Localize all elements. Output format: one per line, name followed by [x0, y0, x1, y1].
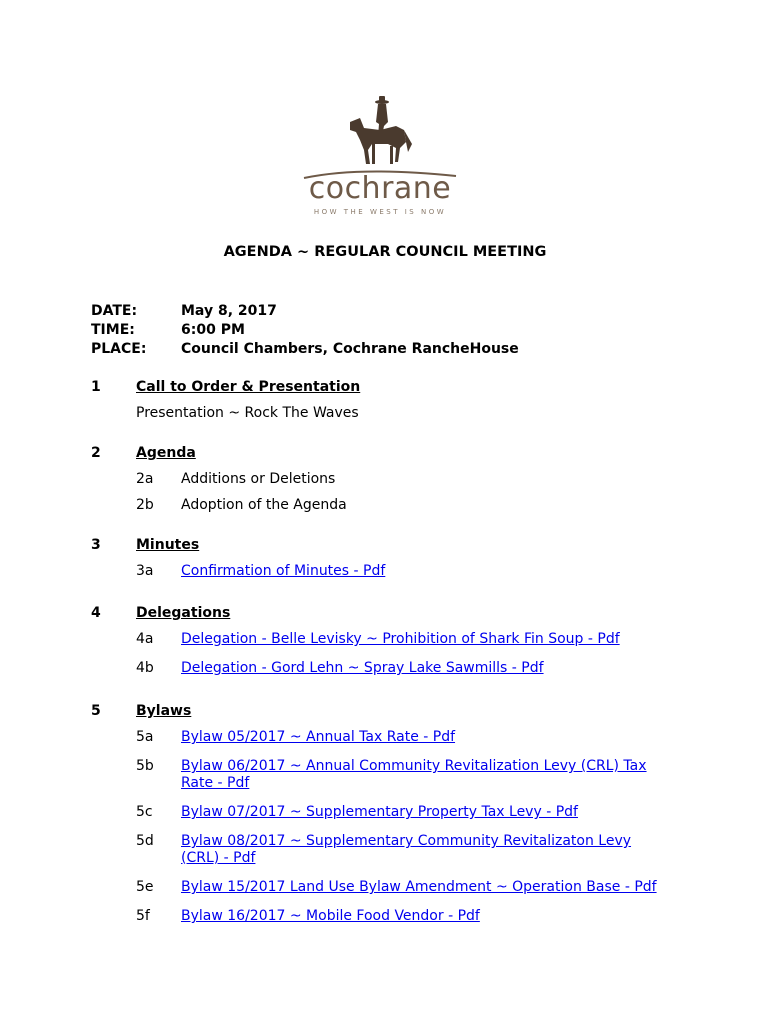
section-number: 4 [91, 605, 101, 621]
item-code: 4b [136, 660, 154, 676]
link-delegation-levisky[interactable]: Delegation - Belle Levisky ~ Prohibition of Shark Fin Soup - Pdf [181, 631, 620, 647]
link-bylaw-07[interactable]: Bylaw 07/2017 ~ Supplementary Property Tax Levy - Pdf [181, 804, 578, 820]
item-code: 3a [136, 563, 154, 579]
item-code: 5b [136, 758, 154, 774]
page-title: AGENDA ~ REGULAR COUNCIL MEETING [223, 244, 547, 260]
section-title-agenda: Agenda [136, 445, 196, 461]
item-cell [181, 631, 661, 648]
link-bylaw-16[interactable]: Bylaw 16/2017 ~ Mobile Food Vendor - Pdf [181, 908, 480, 924]
item-additions-deletions: Additions or Deletions [181, 471, 336, 487]
item-code: 2a [136, 471, 154, 487]
section-number: 5 [91, 703, 101, 719]
item-code: 4a [136, 631, 154, 647]
presentation-note: Presentation ~ Rock The Waves [136, 405, 359, 421]
section-number: 3 [91, 537, 101, 553]
item-code: 5c [136, 804, 153, 820]
time-label: TIME: [91, 322, 135, 338]
item-cell [181, 758, 656, 792]
logo-wordmark: cochrane [308, 171, 452, 206]
place-value: Council Chambers, Cochrane RancheHouse [181, 341, 519, 357]
section-number: 2 [91, 445, 101, 461]
link-bylaw-15[interactable]: Bylaw 15/2017 Land Use Bylaw Amendment ~ Operation Base - Pdf [181, 879, 657, 895]
date-value: May 8, 2017 [181, 303, 277, 319]
item-cell [181, 804, 661, 821]
logo-tagline: HOW THE WEST IS NOW [313, 208, 447, 216]
section-title-delegations: Delegations [136, 605, 231, 621]
item-code: 5d [136, 833, 154, 849]
time-value: 6:00 PM [181, 322, 245, 338]
section-title-minutes: Minutes [136, 537, 200, 553]
place-label: PLACE: [91, 341, 147, 357]
horse-rider-icon [300, 92, 460, 182]
item-cell [181, 660, 661, 677]
item-cell [181, 563, 661, 580]
section-title-bylaws: Bylaws [136, 703, 192, 719]
item-code: 5e [136, 879, 154, 895]
cochrane-logo [300, 92, 460, 220]
item-code: 5f [136, 908, 150, 924]
link-confirmation-minutes[interactable]: Confirmation of Minutes - Pdf [181, 563, 386, 579]
item-code: 5a [136, 729, 154, 745]
date-label: DATE: [91, 303, 138, 319]
item-cell [181, 908, 661, 925]
link-bylaw-05[interactable]: Bylaw 05/2017 ~ Annual Tax Rate - Pdf [181, 729, 456, 745]
item-cell [181, 729, 661, 746]
item-adoption-agenda: Adoption of the Agenda [181, 497, 347, 513]
link-delegation-lehn[interactable]: Delegation - Gord Lehn ~ Spray Lake Sawmills - Pdf [181, 660, 544, 676]
section-title-call-to-order: Call to Order & Presentation [136, 379, 361, 395]
item-cell [181, 879, 701, 896]
section-number: 1 [91, 379, 101, 395]
link-bylaw-06[interactable]: Bylaw 06/2017 ~ Annual Community Revitalization Levy (CRL) Tax Rate - Pdf [181, 758, 647, 791]
item-cell [181, 833, 641, 867]
link-bylaw-08[interactable]: Bylaw 08/2017 ~ Supplementary Community Revitalizaton Levy (CRL) - Pdf [181, 833, 632, 866]
item-code: 2b [136, 497, 154, 513]
